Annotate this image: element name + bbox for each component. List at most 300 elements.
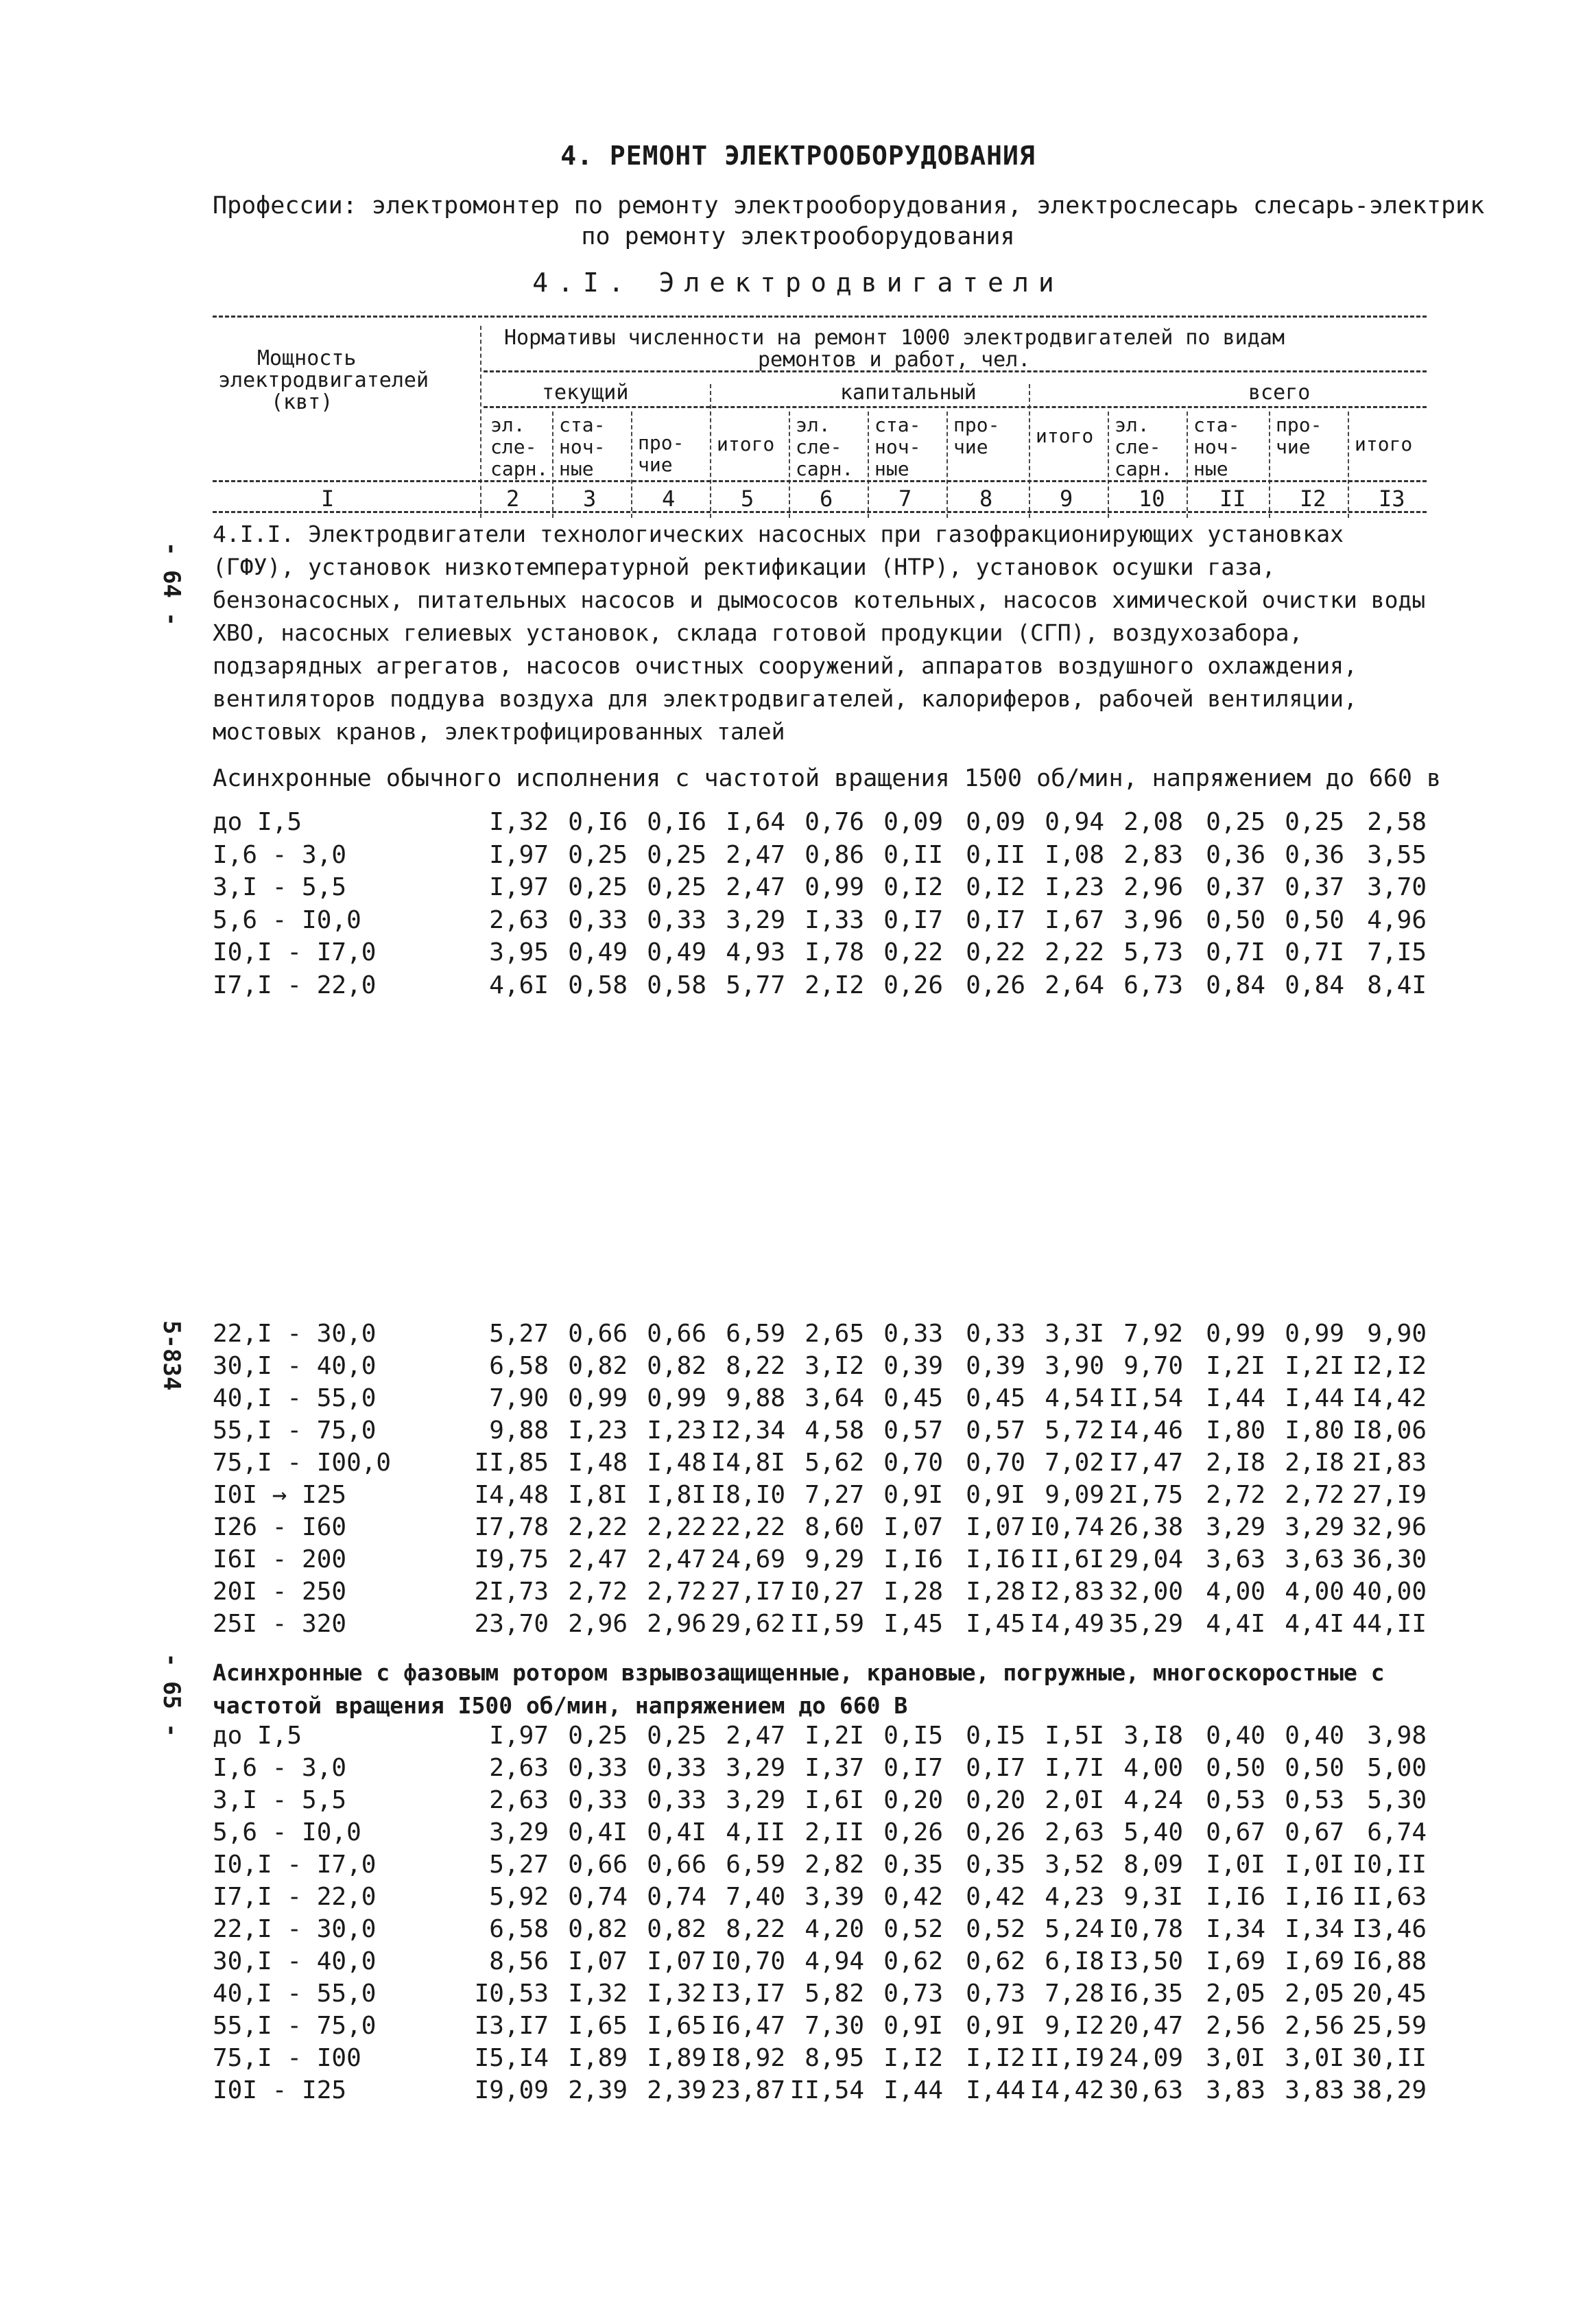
cell-value: 29,62	[711, 1610, 785, 1638]
cell-value: I3,I7	[474, 2012, 549, 2040]
cell-value: 0,I7	[883, 1754, 943, 1782]
table-row	[0, 841, 1596, 872]
cell-value: 0,I6	[568, 808, 628, 836]
cell-value: 0,7I	[1206, 938, 1265, 966]
cell-value: I,97	[489, 1722, 549, 1750]
cell-value: 6,73	[1123, 971, 1183, 999]
cell-value: 0,25	[568, 1722, 628, 1750]
column-number: I	[321, 486, 335, 512]
cell-value: 4,54	[1045, 1384, 1104, 1412]
sub-col-13: итого	[1355, 433, 1413, 455]
cell-value: I,64	[726, 808, 785, 836]
cell-value: I4,8I	[711, 1449, 785, 1477]
cell-value: I,65	[647, 2012, 706, 2040]
table-row	[0, 873, 1596, 905]
cell-value: 2,72	[1206, 1481, 1265, 1509]
sub-col-12: про- чие	[1276, 414, 1322, 459]
cell-value: 0,40	[1206, 1722, 1265, 1750]
cell-value: 4,II	[726, 1818, 785, 1846]
cell-value: 3,83	[1285, 2076, 1344, 2104]
cell-value: 0,25	[647, 873, 706, 901]
column-number: II	[1219, 486, 1246, 512]
cell-value: I7,47	[1108, 1449, 1183, 1477]
cell-value: I,I6	[966, 1545, 1025, 1573]
cell-value: 3,55	[1367, 840, 1427, 869]
cell-value: 0,26	[883, 971, 943, 999]
cell-value: I,07	[568, 1947, 628, 1975]
group-capital: капитальный	[840, 381, 977, 405]
cell-value: 0,I5	[966, 1722, 1025, 1750]
row-label: 55,I - 75,0	[213, 2012, 377, 2040]
cell-value: 0,53	[1285, 1786, 1344, 1814]
cell-value: I,2I	[805, 1722, 864, 1750]
table-row	[0, 1481, 1596, 1512]
cell-value: 0,9I	[883, 2012, 943, 2040]
table-row	[0, 1513, 1596, 1545]
column-number: 5	[741, 486, 754, 512]
cell-value: 7,I5	[1367, 938, 1427, 966]
header-rule-1	[484, 370, 1427, 372]
cell-value: 2,39	[568, 2076, 628, 2104]
cell-value: 6,58	[489, 1915, 549, 1943]
table-row	[0, 971, 1596, 1003]
cell-value: I,80	[1206, 1416, 1265, 1445]
cell-value: I2,34	[711, 1416, 785, 1445]
cell-value: 7,40	[726, 1883, 785, 1911]
cell-value: 20,45	[1352, 1980, 1427, 2008]
cell-value: 3,29	[726, 905, 785, 934]
cell-value: I2,83	[1029, 1578, 1104, 1606]
cell-value: 0,33	[568, 1754, 628, 1782]
header-top-rule	[213, 316, 1427, 318]
cell-value: 3,29	[726, 1786, 785, 1814]
cell-value: 0,26	[966, 1818, 1025, 1846]
cell-value: 6,58	[489, 1352, 549, 1380]
cell-value: 2,47	[726, 840, 785, 869]
cell-value: I6,35	[1108, 1980, 1183, 2008]
professions-line-2: по ремонту электрооборудования	[581, 223, 1015, 250]
cell-value: 0,40	[1285, 1722, 1344, 1750]
row-label: I26 - I60	[213, 1513, 347, 1541]
table-row	[0, 1851, 1596, 1882]
cell-value: 40,00	[1352, 1578, 1427, 1606]
cell-value: 0,09	[966, 808, 1025, 836]
cell-value: 2,96	[568, 1610, 628, 1638]
table-row	[0, 2076, 1596, 2108]
cell-value: 0,I2	[966, 873, 1025, 901]
row-label: 40,I - 55,0	[213, 1384, 377, 1412]
cell-value: I5,I4	[474, 2044, 549, 2072]
row-label: 3,I - 5,5	[213, 873, 347, 901]
cell-value: 38,29	[1352, 2076, 1427, 2104]
cell-value: I,0I	[1206, 1851, 1265, 1879]
cell-value: 0,22	[966, 938, 1025, 966]
cell-value: 2,II	[805, 1818, 864, 1846]
cell-value: 44,II	[1352, 1610, 1427, 1638]
cell-value: I,44	[1206, 1384, 1265, 1412]
cell-value: 0,82	[647, 1915, 706, 1943]
page-number-64: - 64 -	[158, 542, 185, 626]
table-row	[0, 1449, 1596, 1480]
cell-value: 2,47	[726, 1722, 785, 1750]
cell-value: 3,96	[1123, 905, 1183, 934]
cell-value: 2,96	[647, 1610, 706, 1638]
table-row	[0, 1578, 1596, 1609]
cell-value: I,2I	[1285, 1352, 1344, 1380]
cell-value: I,78	[805, 938, 864, 966]
table-row	[0, 1610, 1596, 1641]
cell-value: I,07	[883, 1513, 943, 1541]
table-row	[0, 1754, 1596, 1785]
cell-value: 0,70	[883, 1449, 943, 1477]
cell-value: 0,25	[1206, 808, 1265, 836]
cell-value: I,97	[489, 840, 549, 869]
cell-value: I,44	[883, 2076, 943, 2104]
cell-value: 0,57	[966, 1416, 1025, 1445]
column-number: 3	[583, 486, 597, 512]
row-label: 3,I - 5,5	[213, 1786, 347, 1814]
column-number: I3	[1379, 486, 1405, 512]
cell-value: 9,88	[489, 1416, 549, 1445]
cell-value: 0,99	[805, 873, 864, 901]
cell-value: I6,88	[1352, 1947, 1427, 1975]
cell-value: I,67	[1045, 905, 1104, 934]
cell-value: 32,00	[1108, 1578, 1183, 1606]
cell-value: 0,25	[568, 873, 628, 901]
cell-value: 5,82	[805, 1980, 864, 2008]
cell-value: 0,94	[1045, 808, 1104, 836]
cell-value: 3,95	[489, 938, 549, 966]
cell-value: II,59	[789, 1610, 864, 1638]
cell-value: 0,62	[883, 1947, 943, 1975]
norms-title-line-2: ремонтов и работ, чел.	[758, 348, 1031, 372]
cell-value: 0,50	[1206, 1754, 1265, 1782]
cell-value: I,8I	[647, 1481, 706, 1509]
cell-value: 0,25	[1285, 808, 1344, 836]
cell-value: II,54	[1108, 1384, 1183, 1412]
cell-value: 2,05	[1285, 1980, 1344, 2008]
cell-value: I8,92	[711, 2044, 785, 2072]
cell-value: 4,58	[805, 1416, 864, 1445]
row-label: 30,I - 40,0	[213, 1947, 377, 1975]
cell-value: 5,72	[1045, 1416, 1104, 1445]
cell-value: 0,09	[883, 808, 943, 836]
cell-value: 3,90	[1045, 1352, 1104, 1380]
cell-value: 2,64	[1045, 971, 1104, 999]
cell-value: 0,25	[647, 1722, 706, 1750]
cell-value: 2,58	[1367, 808, 1427, 836]
table-row	[0, 2012, 1596, 2043]
table-row	[0, 1545, 1596, 1577]
cell-value: I4,42	[1352, 1384, 1427, 1412]
cell-value: I8,06	[1352, 1416, 1427, 1445]
row-label: I6I - 200	[213, 1545, 347, 1573]
sub-col-9: итого	[1036, 425, 1094, 447]
cell-value: I,44	[1285, 1384, 1344, 1412]
cell-value: 0,45	[883, 1384, 943, 1412]
cell-value: I,08	[1045, 840, 1104, 869]
cell-value: 5,73	[1123, 938, 1183, 966]
cell-value: 2,63	[489, 905, 549, 934]
cell-value: 2,39	[647, 2076, 706, 2104]
cell-value: 5,27	[489, 1851, 549, 1879]
table-row	[0, 938, 1596, 970]
cell-value: 9,09	[1045, 1481, 1104, 1509]
cell-value: 26,38	[1108, 1513, 1183, 1541]
cell-value: 0,73	[883, 1980, 943, 2008]
header-bottom-rule	[213, 511, 1427, 513]
cell-value: 0,42	[966, 1883, 1025, 1911]
cell-value: I,65	[568, 2012, 628, 2040]
cell-value: 4,96	[1367, 905, 1427, 934]
cell-value: 2,82	[805, 1851, 864, 1879]
cell-value: I0,II	[1352, 1851, 1427, 1879]
cell-value: I,23	[1045, 873, 1104, 901]
norms-title-line-1: Нормативы численности на ремонт 1000 электродвигателей по видам	[504, 326, 1285, 350]
cell-value: 27,I7	[711, 1578, 785, 1606]
cell-value: I,32	[568, 1980, 628, 2008]
cell-value: I3,46	[1352, 1915, 1427, 1943]
cell-value: 0,39	[966, 1352, 1025, 1380]
header-rule-3	[213, 480, 1427, 482]
row-label: I0I → I25	[213, 1481, 347, 1509]
cell-value: 0,37	[1206, 873, 1265, 901]
cell-value: 5,00	[1367, 1754, 1427, 1782]
cell-value: 6,I8	[1045, 1947, 1104, 1975]
cell-value: 0,67	[1285, 1818, 1344, 1846]
cell-value: 5,24	[1045, 1915, 1104, 1943]
cell-value: 9,88	[726, 1384, 785, 1412]
cell-value: 0,58	[568, 971, 628, 999]
cell-value: 2,72	[568, 1578, 628, 1606]
cell-value: 30,II	[1352, 2044, 1427, 2072]
cell-value: I,48	[568, 1449, 628, 1477]
cell-value: 2,47	[568, 1545, 628, 1573]
sub-col-5: итого	[717, 433, 775, 455]
cell-value: 0,50	[1285, 905, 1344, 934]
cell-value: 2,22	[1045, 938, 1104, 966]
cell-value: 0,82	[568, 1352, 628, 1380]
cell-value: I9,75	[474, 1545, 549, 1573]
stamp-mark: 5-834	[158, 1320, 185, 1391]
cell-value: I7,78	[474, 1513, 549, 1541]
table-row	[0, 1980, 1596, 2011]
cell-value: 7,02	[1045, 1449, 1104, 1477]
cell-value: 2,I2	[805, 971, 864, 999]
column-number: 8	[979, 486, 993, 512]
cell-value: 4,24	[1123, 1786, 1183, 1814]
cell-value: I,33	[805, 905, 864, 934]
cell-value: 0,I6	[647, 808, 706, 836]
cell-value: 0,45	[966, 1384, 1025, 1412]
cell-value: 0,37	[1285, 873, 1344, 901]
cell-value: I,44	[966, 2076, 1025, 2104]
cell-value: 2,65	[805, 1320, 864, 1348]
table-row	[0, 1416, 1596, 1448]
cell-value: I0,53	[474, 1980, 549, 2008]
cell-value: 5,92	[489, 1883, 549, 1911]
cell-value: I,28	[883, 1578, 943, 1606]
cell-value: 3,0I	[1285, 2044, 1344, 2072]
column-number: I2	[1300, 486, 1326, 512]
cell-value: 0,36	[1206, 840, 1265, 869]
cell-value: 8,95	[805, 2044, 864, 2072]
cell-value: 3,I2	[805, 1352, 864, 1380]
sub-col-8: про- чие	[953, 414, 1000, 459]
cell-value: 4,4I	[1206, 1610, 1265, 1638]
cell-value: 20,47	[1108, 2012, 1183, 2040]
cell-value: 5,77	[726, 971, 785, 999]
section-paragraph: 4.I.I. Электродвигатели технологических насосных при газофракционирующих установках (ГФУ), установок низкотемпературной ректификации (НТР), установок осушки газа, бензонасосных, питательных насосов и дымососов котельных, насосов химической очистки воды ХВО, насосных гелиевых установок, склада готовой продукции (СГП), воздухозабора, подзарядных агрегатов, насосов очистных сооружений, аппаратов воздушного охлаждения, вентиляторов поддува воздуха для электродвигателей, калориферов, рабочей вентиляции, мостовых кранов, электрофицированных талей	[213, 521, 1426, 745]
table-row	[0, 2044, 1596, 2076]
cell-value: 0,99	[1285, 1320, 1344, 1348]
cell-value: 4,00	[1285, 1578, 1344, 1606]
power-col-line-3: (квт)	[271, 390, 333, 414]
row-label: 75,I - I00	[213, 2044, 361, 2072]
cell-value: I,I2	[966, 2044, 1025, 2072]
cell-value: I4,48	[474, 1481, 549, 1509]
cell-value: I,7I	[1045, 1754, 1104, 1782]
cell-value: 3,I8	[1123, 1722, 1183, 1750]
cell-value: I2,I2	[1352, 1352, 1427, 1380]
cell-value: 2,22	[568, 1513, 628, 1541]
table-row	[0, 1786, 1596, 1818]
cell-value: 4,23	[1045, 1883, 1104, 1911]
cell-value: 3,63	[1206, 1545, 1265, 1573]
cell-value: I,32	[489, 808, 549, 836]
cell-value: 0,35	[883, 1851, 943, 1879]
cell-value: 0,26	[883, 1818, 943, 1846]
cell-value: 3,64	[805, 1384, 864, 1412]
cell-value: 0,33	[568, 905, 628, 934]
cell-value: I0,74	[1029, 1513, 1104, 1541]
row-label: I0,I - I7,0	[213, 1851, 377, 1879]
cell-value: 2I,83	[1352, 1449, 1427, 1477]
cell-value: 2,05	[1206, 1980, 1265, 2008]
cell-value: 8,22	[726, 1915, 785, 1943]
cell-value: 3,29	[1206, 1513, 1265, 1541]
cell-value: 0,50	[1206, 905, 1265, 934]
cell-value: 4,4I	[1285, 1610, 1344, 1638]
cell-value: 7,27	[805, 1481, 864, 1509]
cell-value: 3,29	[726, 1754, 785, 1782]
cell-value: 0,33	[568, 1786, 628, 1814]
cell-value: 0,36	[1285, 840, 1344, 869]
cell-value: I,45	[966, 1610, 1025, 1638]
subheading-1: Асинхронные обычного исполнения с частотой вращения 1500 об/мин, напряжением до 660 в	[213, 765, 1442, 792]
cell-value: 4,93	[726, 938, 785, 966]
cell-value: 2,I8	[1206, 1449, 1265, 1477]
page-title: 4. РЕМОНТ ЭЛЕКТРООБОРУДОВАНИЯ	[560, 141, 1036, 171]
cell-value: 24,09	[1108, 2044, 1183, 2072]
cell-value: 0,76	[805, 808, 864, 836]
cell-value: I,I6	[1285, 1883, 1344, 1911]
cell-value: 0,74	[568, 1883, 628, 1911]
cell-value: I,45	[883, 1610, 943, 1638]
cell-value: 0,66	[647, 1851, 706, 1879]
cell-value: 9,29	[805, 1545, 864, 1573]
cell-value: 0,25	[647, 840, 706, 869]
table-row	[0, 1947, 1596, 1979]
cell-value: I,34	[1285, 1915, 1344, 1943]
cell-value: 0,53	[1206, 1786, 1265, 1814]
cell-value: 4,94	[805, 1947, 864, 1975]
cell-value: 30,63	[1108, 2076, 1183, 2104]
cell-value: 3,29	[489, 1818, 549, 1846]
column-number: 7	[898, 486, 912, 512]
cell-value: 0,49	[647, 938, 706, 966]
cell-value: 0,25	[568, 840, 628, 869]
cell-value: 0,I2	[883, 873, 943, 901]
cell-value: 8,22	[726, 1352, 785, 1380]
cell-value: 8,60	[805, 1513, 864, 1541]
cell-value: 2,56	[1285, 2012, 1344, 2040]
cell-value: I,69	[1285, 1947, 1344, 1975]
cell-value: II,85	[474, 1449, 549, 1477]
cell-value: 2,47	[647, 1545, 706, 1573]
cell-value: 7,92	[1123, 1320, 1183, 1348]
cell-value: 0,70	[966, 1449, 1025, 1477]
cell-value: I3,I7	[711, 1980, 785, 2008]
cell-value: 6,59	[726, 1851, 785, 1879]
cell-value: 0,I7	[883, 905, 943, 934]
cell-value: 0,33	[647, 905, 706, 934]
cell-value: 0,74	[647, 1883, 706, 1911]
table-row	[0, 1352, 1596, 1383]
row-label: 55,I - 75,0	[213, 1416, 377, 1445]
group-current: текущий	[542, 381, 629, 405]
cell-value: 0,35	[966, 1851, 1025, 1879]
cell-value: 0,9I	[966, 2012, 1025, 2040]
cell-value: 6,59	[726, 1320, 785, 1348]
cell-value: 2,72	[1285, 1481, 1344, 1509]
cell-value: 0,39	[883, 1352, 943, 1380]
professions-line-1: Профессии: электромонтер по ремонту электрооборудования, электрослесарь слесарь-электрик	[213, 192, 1485, 219]
cell-value: I,34	[1206, 1915, 1265, 1943]
cell-value: 3,52	[1045, 1851, 1104, 1879]
cell-value: I,89	[568, 2044, 628, 2072]
cell-value: 3,0I	[1206, 2044, 1265, 2072]
cell-value: 29,04	[1108, 1545, 1183, 1573]
cell-value: 0,99	[647, 1384, 706, 1412]
column-number: 2	[506, 486, 520, 512]
cell-value: 6,74	[1367, 1818, 1427, 1846]
cell-value: 0,4I	[568, 1818, 628, 1846]
cell-value: 4,00	[1206, 1578, 1265, 1606]
row-label: 30,I - 40,0	[213, 1352, 377, 1380]
cell-value: I,I2	[883, 2044, 943, 2072]
cell-value: 25,59	[1352, 2012, 1427, 2040]
cell-value: I4,46	[1108, 1416, 1183, 1445]
cell-value: 23,87	[711, 2076, 785, 2104]
row-label: 22,I - 30,0	[213, 1915, 377, 1943]
table-row	[0, 1320, 1596, 1351]
cell-value: 0,99	[1206, 1320, 1265, 1348]
cell-value: 2,I8	[1285, 1449, 1344, 1477]
header-rule-2	[484, 406, 1427, 408]
row-label: 5,6 - I0,0	[213, 1818, 361, 1846]
row-label: I,6 - 3,0	[213, 840, 347, 869]
row-label: 40,I - 55,0	[213, 1980, 377, 2008]
row-label: I0,I - I7,0	[213, 938, 377, 966]
cell-value: 2,63	[1045, 1818, 1104, 1846]
cell-value: I8,I0	[711, 1481, 785, 1509]
cell-value: 35,29	[1108, 1610, 1183, 1638]
cell-value: 0,66	[568, 1320, 628, 1348]
cell-value: 9,90	[1367, 1320, 1427, 1348]
cell-value: 2,83	[1123, 840, 1183, 869]
cell-value: I,48	[647, 1449, 706, 1477]
